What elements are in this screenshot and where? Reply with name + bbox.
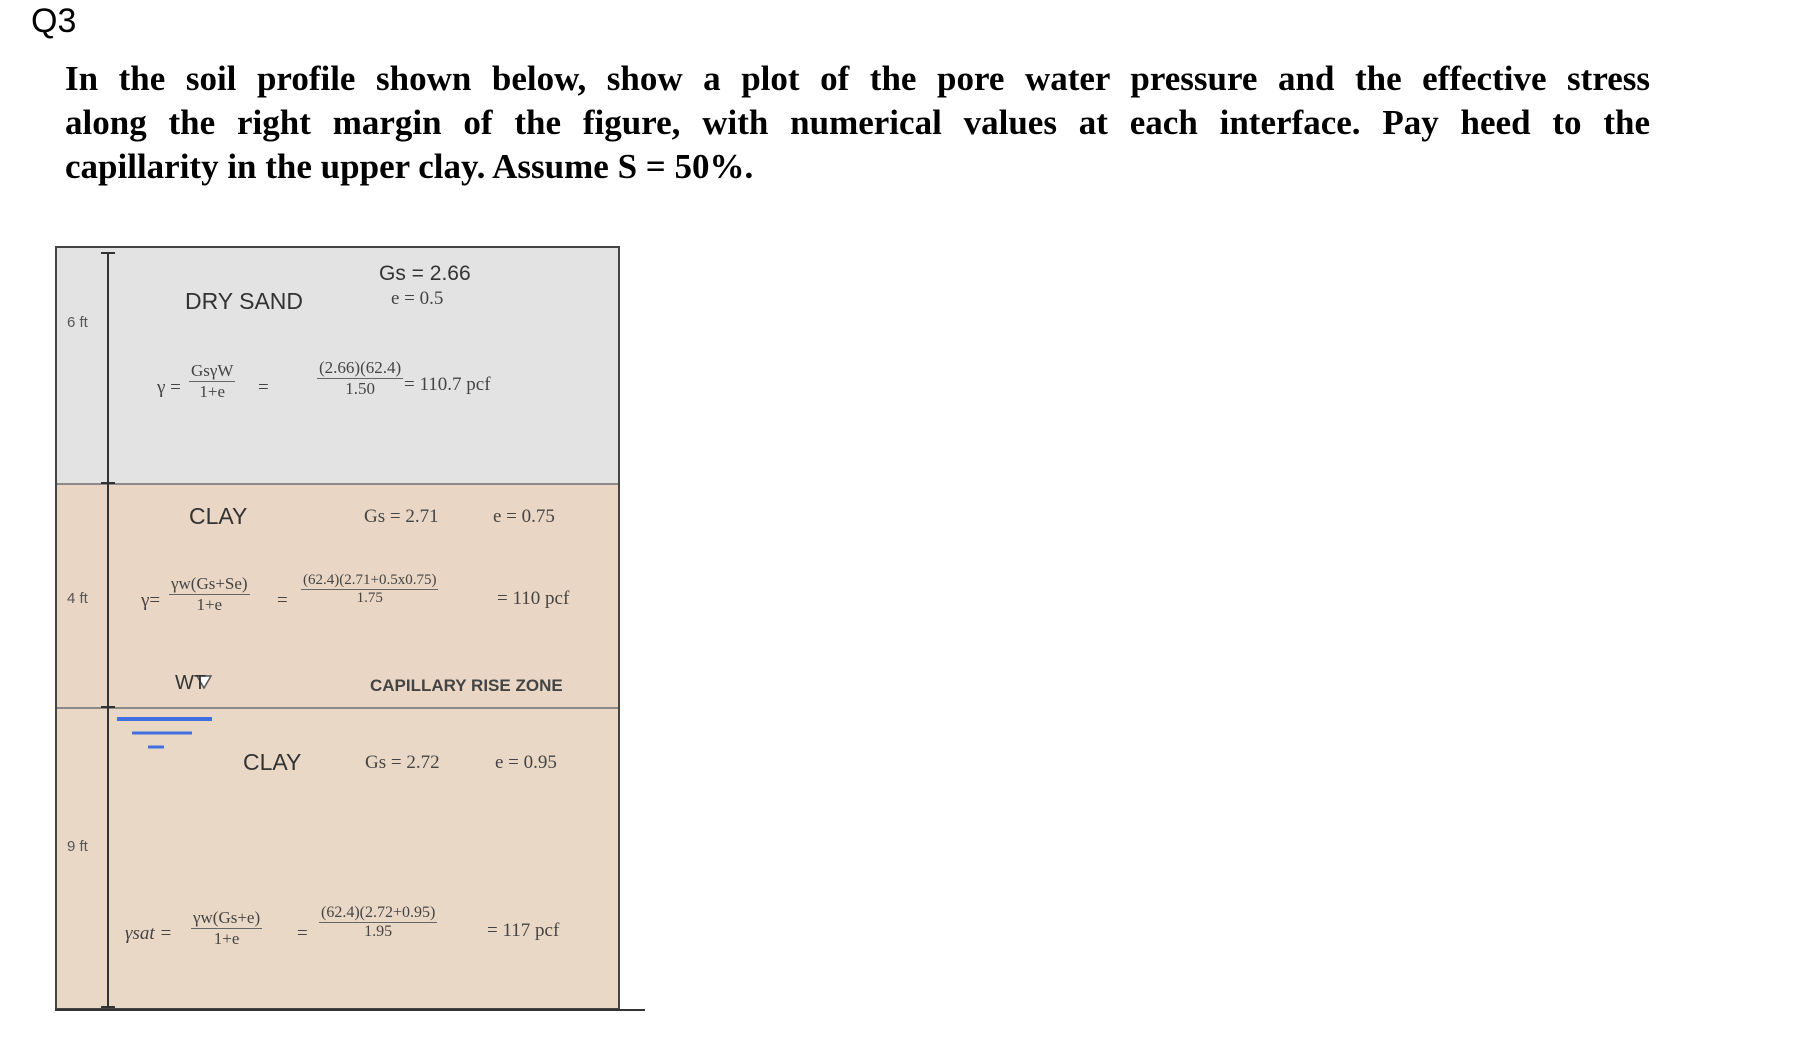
unit-weight-result: = 110 pcf (497, 588, 570, 609)
water-table-icon (139, 588, 279, 698)
water-table-marker (139, 588, 279, 703)
unit-weight-result: = 110.7 pcf (404, 374, 491, 395)
unit-weight-symbol: γ = (157, 377, 181, 398)
layer-name: DRY SAND (185, 288, 304, 314)
unit-weight-formula (189, 361, 235, 402)
statement-line: capillarity in the upper clay. Assume S = 50%. (65, 147, 754, 186)
values-numerator: (62.4)(2.71+0.5x0.75) (303, 572, 437, 588)
layer-name: CLAY (189, 503, 248, 529)
unit-weight-symbol: γ= (141, 590, 161, 611)
specific-gravity: Gs = 2.72 (365, 752, 440, 773)
figure-baseline (55, 1009, 645, 1011)
dimension-tick (101, 482, 115, 484)
question-statement (65, 57, 1650, 189)
soil-profile-figure (55, 246, 620, 1010)
water-table-label: WT (175, 672, 207, 694)
formula-numerator: GsγW (191, 361, 234, 380)
statement-line: In the soil profile shown below, show a plot of the pore water pressure and the effective stress (65, 59, 1650, 98)
equals-sign: = (277, 590, 288, 611)
dimension-tick (101, 252, 115, 254)
specific-gravity: Gs = 2.71 (364, 506, 439, 527)
specific-gravity: Gs = 2.66 (379, 262, 471, 285)
depth-label: 9 ft (67, 838, 88, 855)
equals-sign: = (258, 377, 269, 398)
equals-sign: = (297, 923, 308, 944)
unit-weight-result: = 117 pcf (487, 920, 560, 941)
formula-numerator: γw(Gs+Se) (171, 574, 248, 593)
unit-weight-values (301, 572, 438, 607)
capillary-zone-label: CAPILLARY RISE ZONE (370, 676, 563, 695)
question-number: Q3 (31, 2, 77, 40)
dimension-tick (101, 1006, 115, 1008)
statement-line: along the right margin of the figure, with numerical values at each interface. Pay heed to the (65, 103, 1650, 142)
formula-denominator: 1+e (196, 595, 223, 614)
interface-line (57, 707, 618, 709)
formula-denominator: 1+e (213, 929, 240, 948)
void-ratio: e = 0.95 (495, 752, 557, 773)
water-level-lines (112, 710, 222, 760)
unit-weight-values (319, 904, 437, 941)
dimension-tick (101, 706, 115, 708)
depth-gutter (57, 248, 109, 1008)
formula-denominator: 1+e (199, 382, 226, 401)
dimension-line (107, 252, 109, 1008)
layer-name: CLAY (243, 749, 302, 775)
depth-label: 4 ft (67, 590, 88, 607)
void-ratio: e = 0.5 (391, 288, 444, 309)
formula-numerator: γw(Gs+e) (193, 908, 261, 927)
interface-line (57, 483, 618, 485)
values-denominator: 1.50 (345, 379, 375, 398)
unit-weight-formula (191, 908, 262, 949)
unit-weight-symbol: γsat = (125, 923, 173, 944)
void-ratio: e = 0.75 (493, 506, 555, 527)
values-denominator: 1.95 (364, 923, 393, 940)
unit-weight-values (317, 358, 403, 399)
values-numerator: (62.4)(2.72+0.95) (321, 904, 436, 921)
depth-label: 6 ft (67, 314, 88, 331)
values-numerator: (2.66)(62.4) (319, 358, 402, 377)
values-denominator: 1.75 (356, 590, 383, 606)
